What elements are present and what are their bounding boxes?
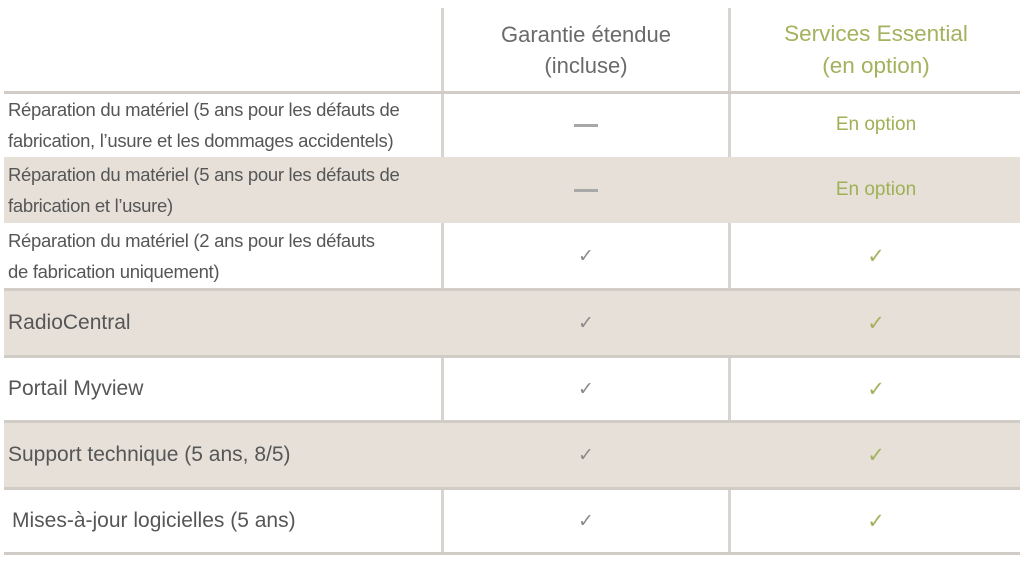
cell-garantie: [441, 291, 731, 355]
table-row: [4, 224, 1020, 288]
cell-garantie: [441, 490, 731, 552]
header-title: Services Essential: [784, 21, 968, 46]
row-label: [8, 94, 444, 156]
row-label: [8, 224, 444, 288]
checkmark-icon: ✓: [578, 245, 594, 267]
checkmark-icon: ✓: [867, 509, 885, 533]
cell-garantie: [441, 423, 731, 487]
checkmark-icon: ✓: [867, 377, 885, 401]
row-label-line: Portail Myview: [8, 377, 144, 400]
checkmark-icon: ✓: [578, 444, 594, 466]
dash-icon: [574, 124, 598, 127]
row-label: [12, 490, 448, 552]
table-row: [4, 94, 1020, 156]
table-row: [4, 358, 1020, 420]
row-label: [8, 423, 444, 487]
row-label-line: fabrication, l’usure et les dommages accidentels): [8, 130, 394, 151]
checkmark-icon: ✓: [867, 311, 885, 335]
cell-garantie: [441, 358, 731, 420]
cell-services: [731, 423, 1021, 487]
row-label-line: Mises-à-jour logicielles (5 ans): [12, 509, 296, 532]
row-label: [8, 157, 444, 223]
checkmark-icon: ✓: [578, 378, 594, 400]
dash-icon: [574, 189, 598, 192]
cell-services: [731, 490, 1021, 552]
row-label-line: RadioCentral: [8, 311, 131, 334]
checkmark-icon: ✓: [867, 244, 885, 268]
header-subtitle: (incluse): [544, 53, 628, 78]
row-label-line: Réparation du matériel (2 ans pour les défauts: [8, 230, 375, 251]
row-label-line: de fabrication uniquement): [8, 261, 220, 282]
cell-garantie: [441, 94, 731, 156]
option-text: En option: [835, 114, 917, 135]
row-label-line: Support technique (5 ans, 8/5): [8, 443, 291, 466]
checkmark-icon: ✓: [578, 312, 594, 334]
table-row: [4, 157, 1020, 223]
cell-services: [731, 358, 1021, 420]
table-row: [4, 423, 1020, 487]
header-services-essential: [731, 10, 1021, 90]
cell-garantie: [441, 157, 731, 223]
row-label: [8, 291, 444, 355]
option-text: En option: [835, 179, 917, 200]
row-divider: [4, 552, 1020, 555]
checkmark-icon: ✓: [867, 443, 885, 467]
table-row: [4, 490, 1020, 552]
table-row: [4, 291, 1020, 355]
header-garantie-etendue: [444, 10, 728, 90]
row-label-line: Réparation du matériel (5 ans pour les défauts de: [8, 164, 400, 185]
cell-services: [731, 224, 1021, 288]
header-subtitle: (en option): [822, 53, 930, 78]
header-title: Garantie étendue: [500, 22, 672, 47]
checkmark-icon: ✓: [578, 510, 594, 532]
cell-services: [731, 94, 1021, 156]
row-label: [8, 358, 444, 420]
cell-services: [731, 291, 1021, 355]
cell-services: [731, 157, 1021, 223]
cell-garantie: [441, 224, 731, 288]
row-label-line: Réparation du matériel (5 ans pour les défauts de: [8, 99, 400, 120]
row-label-line: fabrication et l’usure): [8, 195, 173, 216]
